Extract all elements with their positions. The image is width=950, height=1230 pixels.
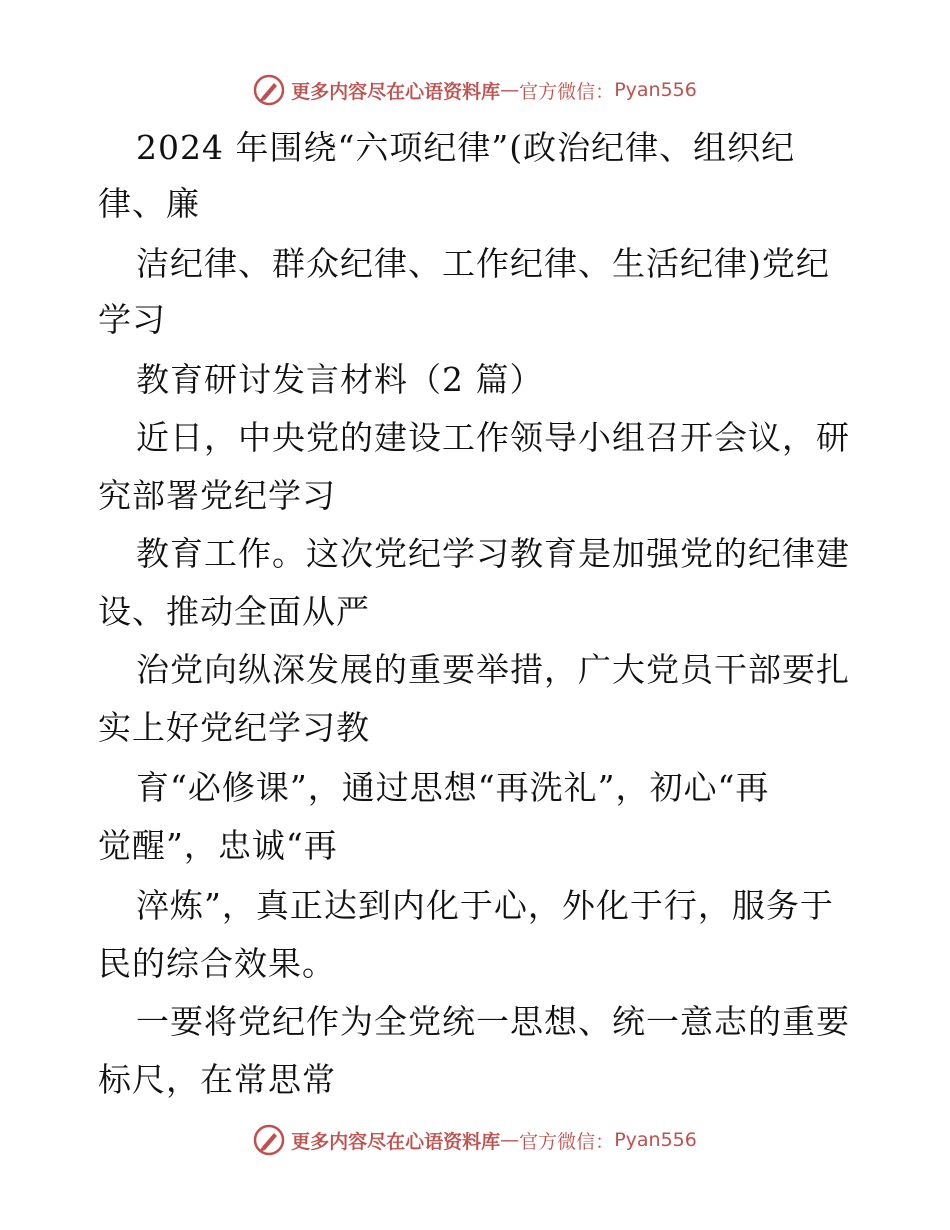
watermark-text: 更多内容尽在心语资料库 <box>291 80 501 103</box>
footer-watermark <box>0 1120 950 1160</box>
header-watermark <box>0 70 950 110</box>
text-line: 一要将党纪作为全党统一思想、统一意志的重要 <box>136 1002 850 1041</box>
text-line: 究部署党纪学习 <box>98 476 336 515</box>
text-line: 洁纪律、群众纪律、工作纪律、生活纪律)党纪 <box>136 244 830 283</box>
text-line: 2024 年围绕“六项纪律”(政治纪律、组织纪 <box>136 128 796 167</box>
text-line: 实上好党纪学习教 <box>98 708 370 747</box>
text-line: 设、推动全面从严 <box>98 592 370 631</box>
text-line: 觉醒”，忠诚“再 <box>98 826 338 865</box>
watermark-wechat-id: Pyan556 <box>614 79 697 101</box>
text-line: 民的综合效果。 <box>98 944 336 983</box>
watermark-separator: — <box>500 79 520 101</box>
text-line: 近日，中央党的建设工作领导小组召开会议，研 <box>136 418 850 457</box>
text-line: 学习 <box>98 300 166 339</box>
text-line: 治党向纵深发展的重要举措，广大党员干部要扎 <box>136 650 850 689</box>
watermark-label: 官方微信： <box>519 1130 615 1153</box>
text-line: 育“必修课”，通过思想“再洗礼”，初心“再 <box>136 768 770 807</box>
watermark-label: 官方微信： <box>519 80 615 103</box>
watermark-wechat-id: Pyan556 <box>614 1129 697 1151</box>
watermark-text: 更多内容尽在心语资料库 <box>291 1130 501 1153</box>
text-line: 标尺，在常思常 <box>98 1060 336 1099</box>
pen-logo-icon <box>253 1124 285 1156</box>
text-line: 教育研讨发言材料（2 篇） <box>136 360 544 399</box>
text-line: 教育工作。这次党纪学习教育是加强党的纪律建 <box>136 534 850 573</box>
pen-logo-icon <box>253 74 285 106</box>
watermark-separator: — <box>500 1129 520 1151</box>
text-line: 律、廉 <box>98 184 200 223</box>
text-line: 淬炼”，真正达到内化于心，外化于行，服务于 <box>136 886 834 925</box>
